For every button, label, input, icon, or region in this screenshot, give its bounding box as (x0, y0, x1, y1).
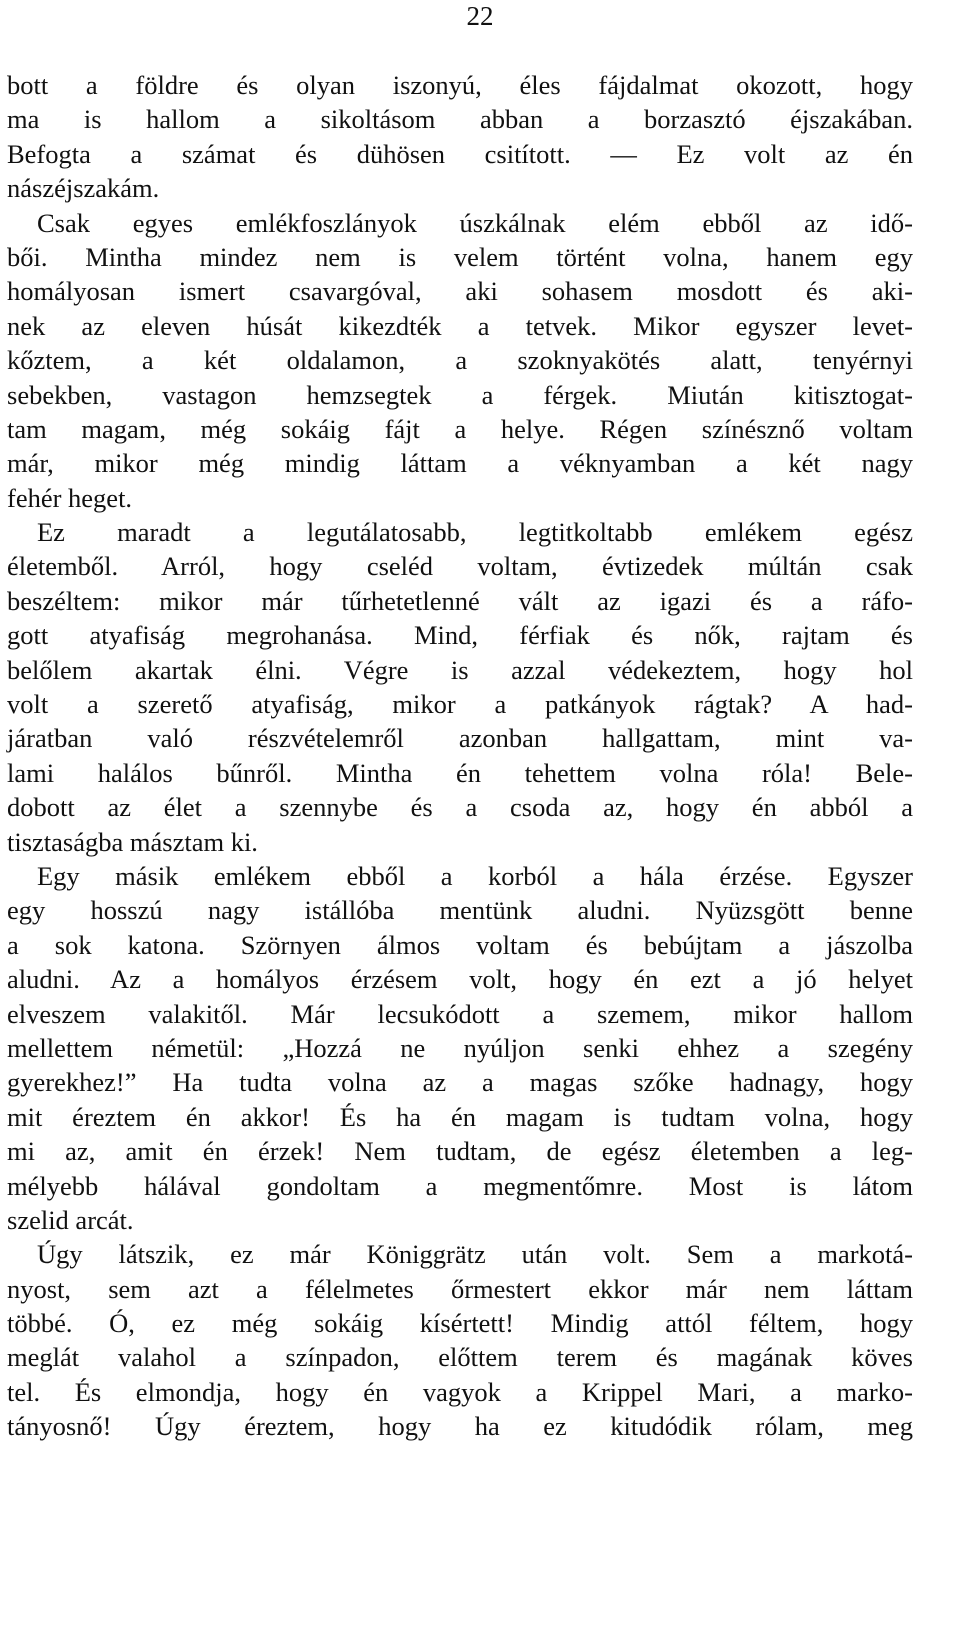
text-line: Befogta a számat és dühösen csitított. — Ez volt az én (7, 138, 913, 169)
text-line: aludni. Az a homályos érzésem volt, hogy én ezt a jó helyet (7, 964, 913, 995)
text-line: kőztem, a két oldalamon, a szoknyakötés alatt, tenyérnyi (7, 345, 913, 376)
text-line: tel. És elmondja, hogy én vagyok a Krippel Mari, a marko- (7, 1376, 913, 1407)
text-line: mi az, amit én érzek! Nem tudtam, de egész életemben a leg- (7, 1136, 913, 1167)
text-line: mit éreztem én akkor! És ha én magam is tudtam volna, hogy (7, 1101, 913, 1132)
page-number: 22 (466, 1, 494, 31)
text-line: többé. Ó, ez még sokáig kísértett! Mindig attól féltem, hogy (7, 1308, 913, 1339)
text-line: meglát valahol a színpadon, előttem terem és magának köves (7, 1342, 913, 1373)
text-line: fehér heget. (7, 482, 133, 513)
text-line: bott a földre és olyan iszonyú, éles fájdalmat okozott, hogy (7, 70, 913, 100)
text-line: gyerekhez!” Ha tudta volna az a magas szőke hadnagy, hogy (7, 1067, 913, 1098)
body-text (7, 68, 913, 1444)
text-line: nyost, sem azt a félelmetes őrmestert ekkor már nem láttam (7, 1273, 913, 1304)
text-line: egy hosszú nagy istállóba mentünk aludni. Nyüzsgött benne (7, 895, 913, 926)
text-line: belőlem akartak élni. Végre is azzal védekeztem, hogy hol (7, 654, 913, 685)
text-line: Ez maradt a legutálatosabb, legtitkoltabb emlékem egész (37, 517, 913, 548)
text-line: homályosan ismert csavargóval, aki sohasem mosdott és aki- (7, 276, 913, 307)
text-line: elveszem valakitől. Már lecsukódott a szemem, mikor hallom (7, 998, 913, 1029)
text-line: szelid arcát. (7, 1204, 134, 1235)
text-line: Úgy látszik, ez már Königgrätz után volt. Sem a markotá- (37, 1239, 913, 1270)
text-line: beszéltem: mikor már tűrhetetlenné vált az igazi és a ráfo- (7, 585, 913, 616)
text-line: járatban való részvételemről azonban hallgattam, mint va- (7, 723, 913, 754)
text-line: már, mikor még mindig láttam a véknyamban a két nagy (7, 448, 913, 479)
text-line: mellettem németül: „Hozzá ne nyúljon senki ehhez a szegény (7, 1032, 913, 1063)
text-line: Csak egyes emlékfoszlányok úszkálnak elém ebből az idő- (37, 207, 913, 238)
text-line: nek az eleven húsát kikezdték a tetvek. Mikor egyszer levet- (7, 310, 913, 341)
text-line: bői. Mintha mindez nem is velem történt volna, hanem egy (7, 241, 913, 272)
text-line: tisztaságba másztam ki. (7, 826, 258, 857)
text-line: tányosnő! Úgy éreztem, hogy ha ez kitudódik rólam, meg (7, 1411, 913, 1442)
text-line: gott atyafiság megrohanása. Mind, férfiak és nők, rajtam és (7, 620, 913, 651)
text-line: sebekben, vastagon hemzsegtek a férgek. Miután kitisztogat- (7, 379, 913, 410)
text-line: tam magam, még sokáig fájt a helye. Régen színésznő voltam (7, 413, 913, 444)
text-line: volt a szerető atyafiság, mikor a patkányok rágtak? A had- (7, 689, 913, 720)
text-line: ma is hallom a sikoltásom abban a borzasztó éjszakában. (7, 104, 913, 135)
text-line: dobott az élet a szennybe és a csoda az, hogy én abból a (7, 792, 913, 823)
text-line: lami halálos bűnről. Mintha én tehettem volna róla! Bele- (7, 757, 913, 788)
text-line: Egy másik emlékem ebből a korból a hála érzése. Egyszer (37, 860, 913, 891)
text-line: a sok katona. Szörnyen álmos voltam és bebújtam a jászolba (7, 929, 913, 960)
text-line: nászéjszakám. (7, 173, 160, 204)
text-line: életemből. Arról, hogy cseléd voltam, évtizedek múltán csak (7, 551, 913, 582)
text-line: mélyebb hálával gondoltam a megmentőmre. Most is látom (7, 1170, 913, 1201)
